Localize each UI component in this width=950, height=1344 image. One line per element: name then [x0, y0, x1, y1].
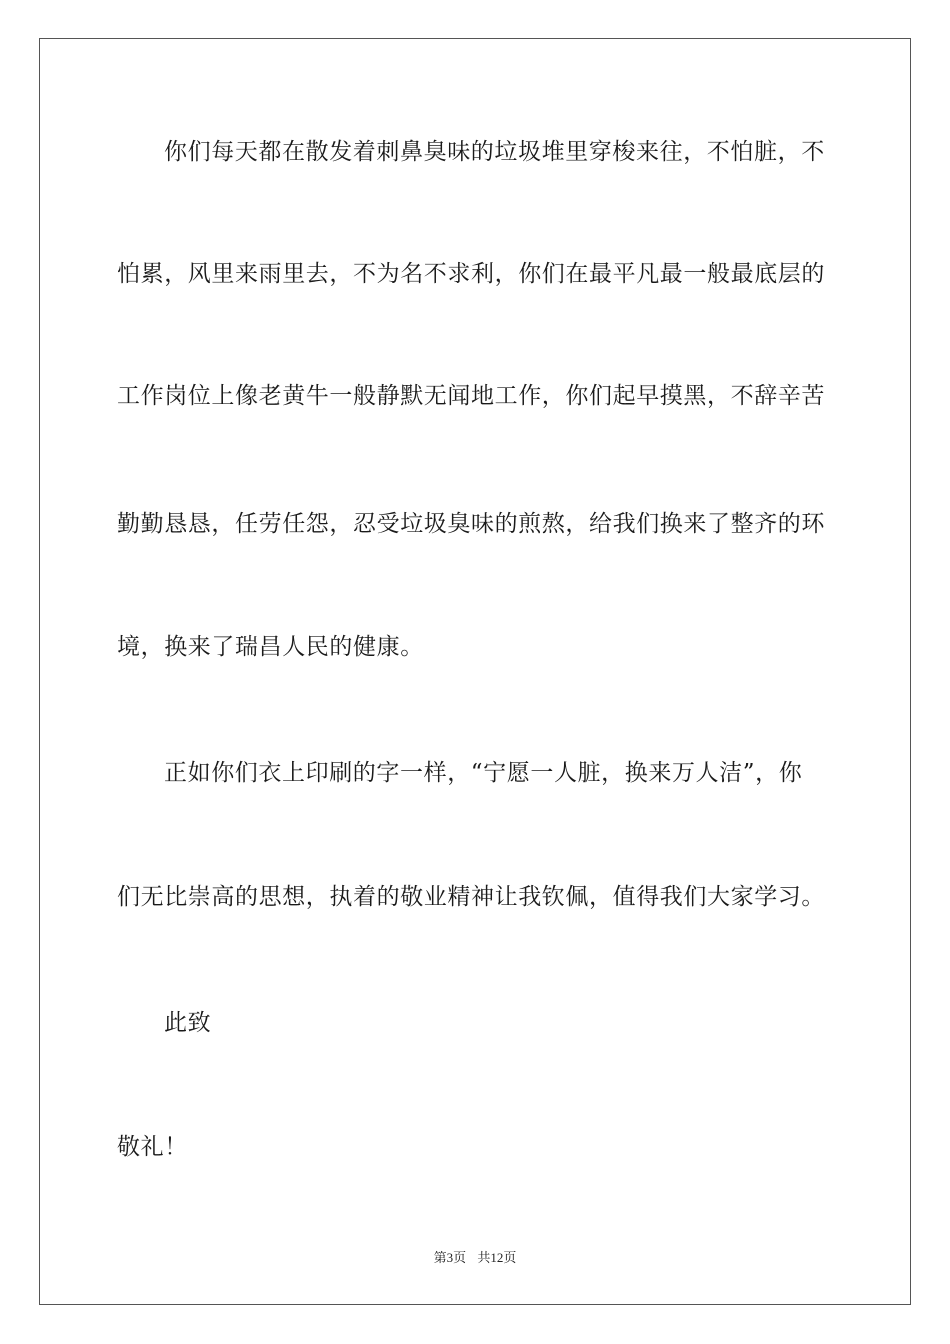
closing-regards: 敬礼！	[117, 1134, 188, 1160]
paragraph-line: 勤勤恳恳，任劳任怨，忍受垃圾臭味的煎熬，给我们换来了整齐的环	[117, 511, 825, 537]
closing-salutation: 此致	[164, 1010, 212, 1036]
paragraph-line: 怕累，风里来雨里去，不为名不求利，你们在最平凡最一般最底层的	[117, 261, 825, 287]
paragraph-line: 们无比崇高的思想，执着的敬业精神让我钦佩，值得我们大家学习。	[117, 884, 825, 910]
page-total: 共12页	[477, 1250, 517, 1265]
page-footer	[0, 1247, 950, 1266]
paragraph-line: 工作岗位上像老黄牛一般静默无闻地工作，你们起早摸黑，不辞辛苦	[117, 383, 825, 409]
paragraph-line: 你们每天都在散发着刺鼻臭味的垃圾堆里穿梭来往，不怕脏，不	[164, 139, 825, 165]
paragraph-line: 境，换来了瑞昌人民的健康。	[117, 634, 424, 660]
paragraph-line: 正如你们衣上印刷的字一样，“宁愿一人脏，换来万人洁”，你	[164, 760, 803, 786]
page-border	[39, 38, 911, 1305]
page-number: 第3页	[433, 1250, 467, 1265]
